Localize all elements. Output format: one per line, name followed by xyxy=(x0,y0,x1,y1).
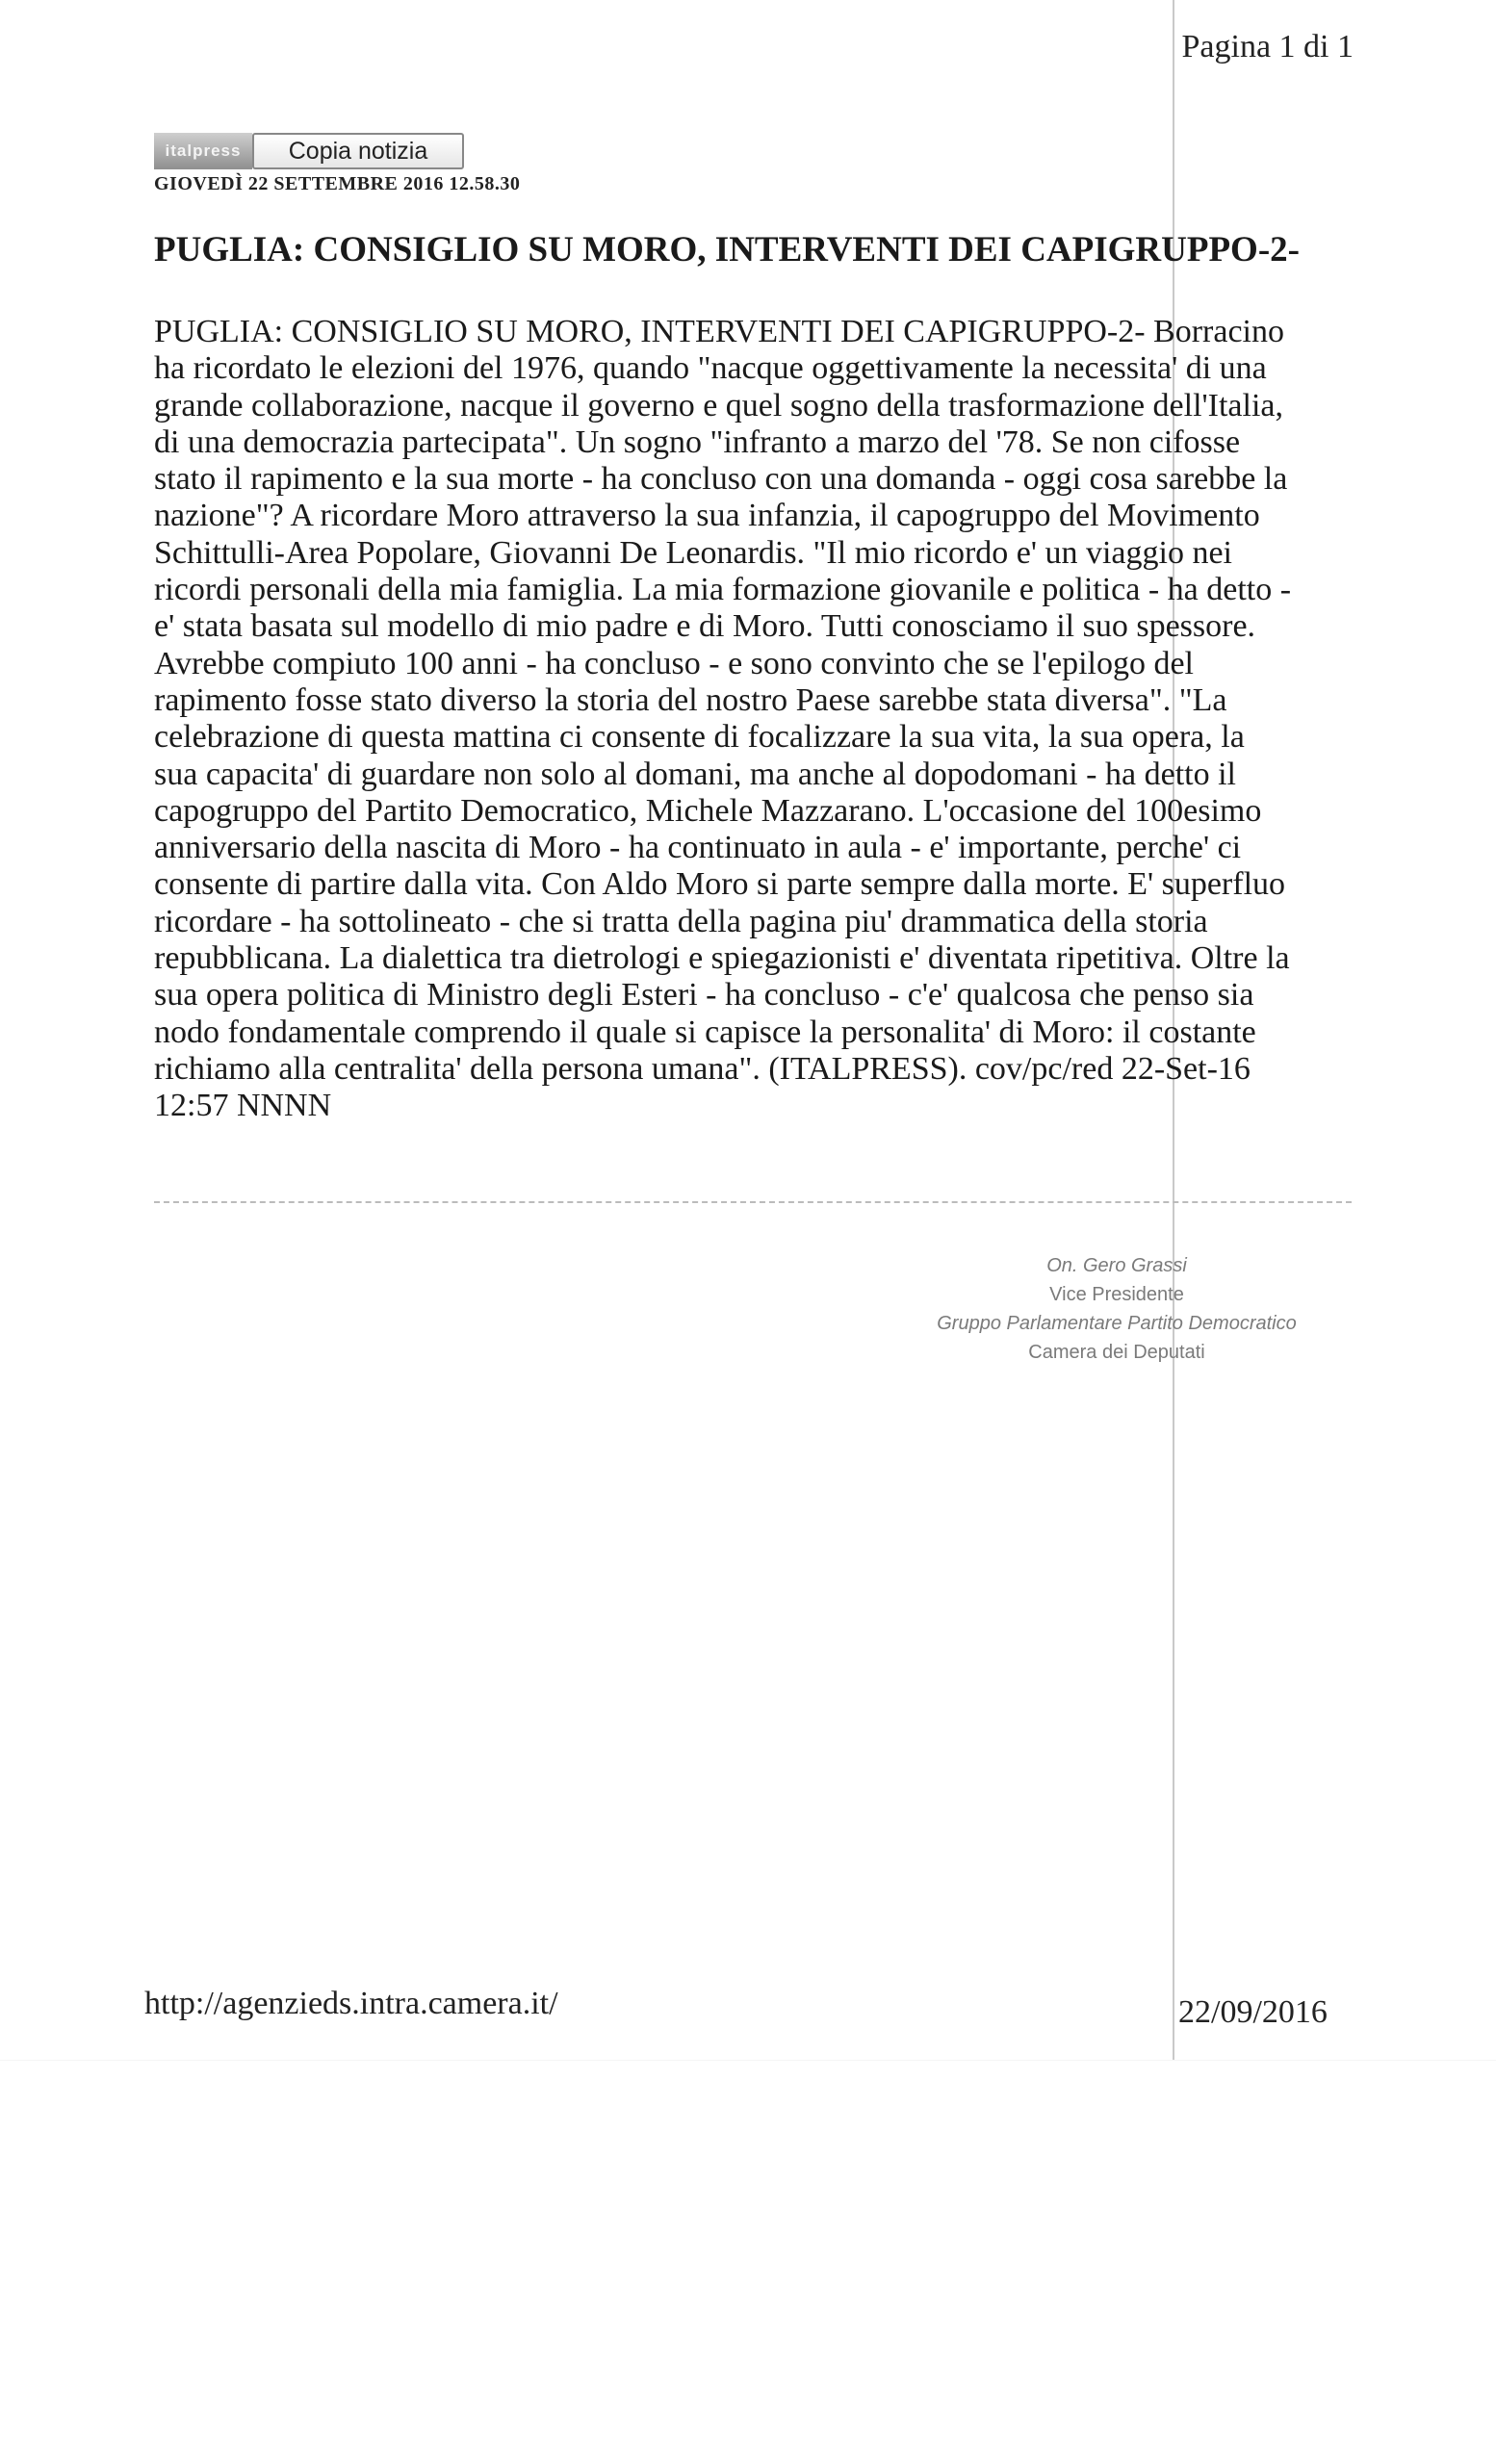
body-line: rapimento fosse stato diverso la storia del nostro Paese sarebbe stata diversa". "La xyxy=(154,681,1227,718)
article-title: PUGLIA: CONSIGLIO SU MORO, INTERVENTI DEI CAPIGRUPPO-2- xyxy=(154,230,1300,270)
body-line: ricordare - ha sottolineato - che si tratta della pagina piu' drammatica della storia xyxy=(154,903,1208,939)
body-line: anniversario della nascita di Moro - ha continuato in aula - e' importante, perche' ci xyxy=(154,830,1242,866)
body-line: Avrebbe compiuto 100 anni - ha concluso - e sono convinto che se l'epilogo del xyxy=(154,645,1194,681)
signature-role: Vice Presidente xyxy=(1049,1284,1184,1305)
body-line: grande collaborazione, nacque il governo e quel sogno della trasformazione dell'Italia, xyxy=(154,387,1283,424)
signature-stamp xyxy=(828,1251,1406,1367)
signature-group: Gruppo Parlamentare Partito Democratico xyxy=(937,1313,1297,1334)
scan-edge xyxy=(0,2060,1496,2061)
body-line: capogruppo del Partito Democratico, Michele Mazzarano. L'occasione del 100esimo xyxy=(154,792,1262,829)
copy-news-button[interactable]: Copia notizia xyxy=(252,133,464,169)
body-line: sua capacita' di guardare non solo al domani, ma anche al dopodomani - ha detto il xyxy=(154,756,1236,792)
body-line: e' stata basata sul modello di mio padre e di Moro. Tutti conosciamo il suo spessore. xyxy=(154,608,1256,645)
body-line: Schittulli-Area Popolare, Giovanni De Leonardis. "Il mio ricordo e' un viaggio nei xyxy=(154,534,1233,571)
body-line: sua opera politica di Ministro degli Esteri - ha concluso - c'e' qualcosa che penso sia xyxy=(154,977,1254,1014)
signature-chamber: Camera dei Deputati xyxy=(1028,1342,1205,1363)
body-line: consente di partire dalla vita. Con Aldo Moro si parte sempre dalla morte. E' superfluo xyxy=(154,866,1286,903)
divider xyxy=(154,1201,1352,1203)
body-line: stato il rapimento e la sua morte - ha concluso con una domanda - oggi cosa sarebbe la xyxy=(154,461,1288,498)
signature-name: On. Gero Grassi xyxy=(1046,1255,1187,1276)
dateline: GIOVEDÌ 22 SETTEMBRE 2016 12.58.30 xyxy=(154,173,521,194)
body-line: ha ricordato le elezioni del 1976, quando "nacque oggettivamente la necessita' di una xyxy=(154,350,1267,387)
news-toolbar xyxy=(154,133,464,169)
body-line: celebrazione di questa mattina ci consente di focalizzare la sua vita, la sua opera, la xyxy=(154,719,1245,756)
body-line: PUGLIA: CONSIGLIO SU MORO, INTERVENTI DEI CAPIGRUPPO-2- Borracino xyxy=(154,314,1284,349)
body-line: ricordi personali della mia famiglia. La mia formazione giovanile e politica - ha detto - xyxy=(154,572,1292,608)
page-number: Pagina 1 di 1 xyxy=(1181,29,1354,64)
body-line: di una democrazia partecipata". Un sogno "infranto a marzo del '78. Se non cifosse xyxy=(154,424,1241,460)
body-line: richiamo alla centralita' della persona umana". (ITALPRESS). cov/pc/red 22-Set-16 xyxy=(154,1050,1251,1087)
body-line: 12:57 NNNN xyxy=(154,1088,332,1124)
body-line: repubblicana. La dialettica tra dietrologi e spiegazionisti e' diventata ripetitiva. Oltre la xyxy=(154,940,1290,977)
body-line: nodo fondamentale comprendo il quale si capisce la personalita' di Moro: il costante xyxy=(154,1014,1256,1050)
article-body xyxy=(154,314,1357,1125)
body-line: nazione"? A ricordare Moro attraverso la sua infanzia, il capogruppo del Movimento xyxy=(154,498,1260,534)
italpress-logo: italpress xyxy=(154,133,252,169)
footer-date: 22/09/2016 xyxy=(1178,1994,1328,2030)
footer-url: http://agenzieds.intra.camera.it/ xyxy=(144,1986,558,2021)
